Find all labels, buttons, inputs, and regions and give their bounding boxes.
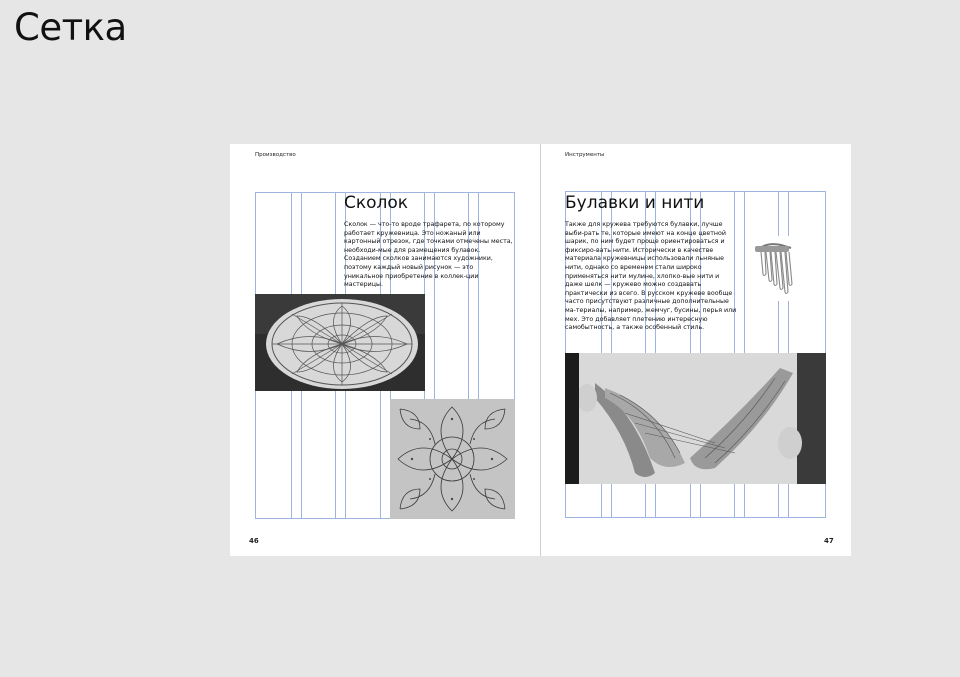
left-page [230,144,540,556]
left-page-heading: Сколок [344,193,409,213]
left-running-head: Производство [255,152,296,158]
lace-collar-photo [565,353,826,484]
left-page-number: 46 [249,537,259,545]
safety-pins-photo [751,236,803,301]
right-page-heading: Булавки и нити [565,193,705,213]
square-lace-pattern-photo [390,399,515,519]
right-page [541,144,851,556]
book-spread [230,144,851,556]
slide-title: Сетка [14,6,127,49]
left-page-body: Сколок — что-то вроде трафарета, по которому работает кружевница. Это ножаный или картонный отрезок, где точками отмечены места, необходи-мые для размещения булавок. Созданием сколков занимаются художники, поэтому каждый новый рисунок — это уникальное приобретение в коллек-ции мастерицы. [344,221,513,289]
right-page-number: 47 [824,537,834,545]
lace-pattern-photo [255,294,425,391]
right-running-head: Инструменты [565,152,605,158]
right-page-body: Также для кружева требуются булавки, лучше выби-рать те, которые имеют на конце цветной шарик, по ним будет проще ориентироваться и фиксиро-вать нити. Исторически в качестве материала кружевницы использовали льняные нити, однако со временем стали широко применяться нити мулине, хлопко-вые нити и даже шелк — кружево можно создавать практически из всего. В русском кружеве вообще часто присутствуют различные дополнительные ма-териалы, например, жемчуг, бусины, перья или мех. Это добавляет плетению интересную самобытность, а также особенный стиль. [565,221,737,332]
